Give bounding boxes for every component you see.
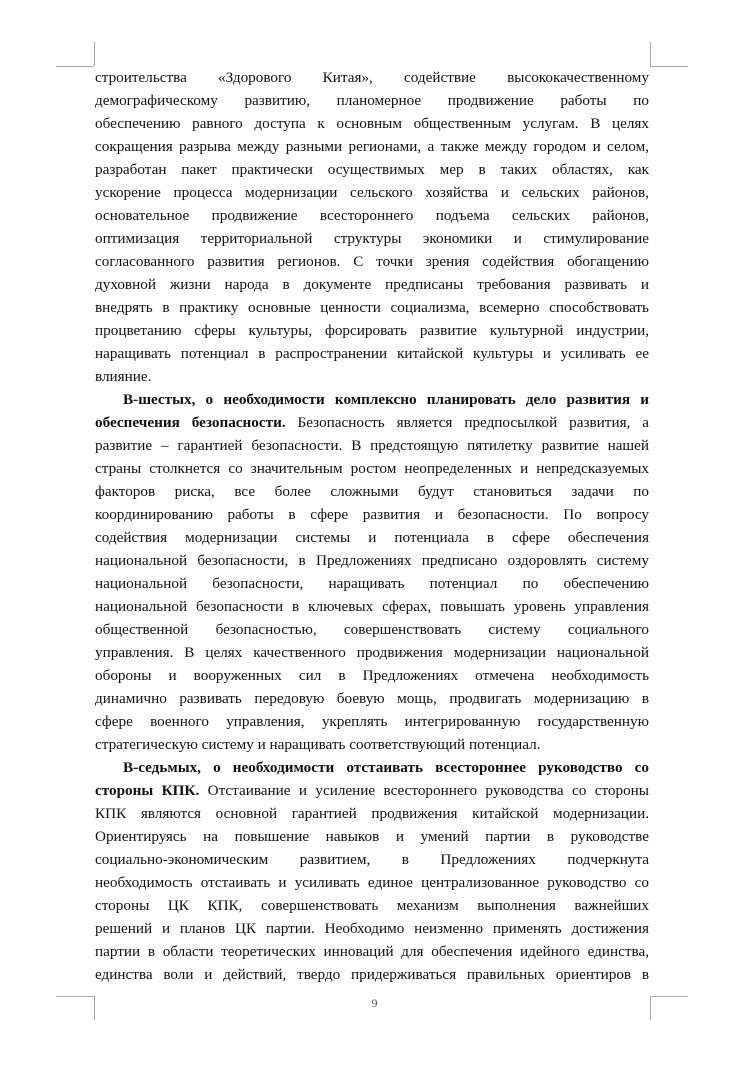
page-number: 9 [371,996,378,1010]
text-line: основательное продвижение всестороннего подъема сельских районов, [95,207,649,224]
text-fragment: Безопасность является предпосылкой развития, а [285,414,649,431]
text-line: стратегическую систему и наращивать соответствующий потенциал. [95,736,541,753]
text-line [95,779,649,802]
text-line: демографическому развитию, планомерное продвижение работы по [95,92,649,109]
text-line: оптимизация территориальной структуры экономики и стимулирование [95,230,649,247]
text-line: страны столкнется со значительным ростом неопределенных и непредсказуемых [95,460,649,477]
section-heading-seventh: В-седьмых, о необходимости отстаивать всестороннее руководство со [123,759,649,776]
text-fragment: Отстаивание и усиление всестороннего руководства со стороны [199,782,649,799]
text-line: национальной безопасности, в Предложениях предписано оздоровлять систему [95,552,649,569]
text-line: ускорение процесса модернизации сельского хозяйства и сельских районов, [95,184,649,201]
text-line: строительства «Здорового Китая», содействие высококачественному [95,69,649,86]
text-line: духовной жизни народа в документе предписаны требования развивать и [95,276,649,293]
text-line: национальной безопасности, наращивать потенциал по обеспечению [95,575,649,592]
section-heading-seventh-end: стороны КПК. [95,782,200,799]
text-line: наращивать потенциал в распространении китайской культуры и усиливать ее [95,345,649,362]
text-line: сокращения разрыва между разными регионами, а также между городом и селом, [95,138,649,155]
text-line: национальной безопасности в ключевых сферах, повышать уровень управления [95,598,649,615]
text-line: управления. В целях качественного продвижения модернизации национальной [95,644,649,661]
text-line: обеспечению равного доступа к основным общественным услугам. В целях [95,115,649,132]
text-line: содействия модернизации системы и потенциала в сфере обеспечения [95,529,649,546]
text-line: влияние. [95,368,152,385]
text-line: единства воли и действий, твердо придерживаться правильных ориентиров в [95,966,649,983]
text-line: согласованного развития регионов. С точки зрения содействия обогащению [95,253,649,270]
text-line: решений и планов ЦК партии. Необходимо неизменно применять достижения [95,920,649,937]
text-line: стороны ЦК КПК, совершенствовать механизм выполнения важнейших [95,897,649,914]
text-line: процветанию сферы культуры, форсировать развитие культурной индустрии, [95,322,649,339]
text-line: партии в области теоретических инноваций для обеспечения идейного единства, [95,943,649,960]
text-line: обороны и вооруженных сил в Предложениях отмечена необходимость [95,667,649,684]
document-body [95,66,649,986]
text-line: КПК являются основной гарантией продвижения китайской модернизации. [95,805,649,822]
text-line: факторов риска, все более сложными будут становиться задачи по [95,483,649,500]
section-heading-sixth: В-шестых, о необходимости комплексно планировать дело развития и [123,391,649,408]
text-line: внедрять в практику основные ценности социализма, всемерно способствовать [95,299,649,316]
section-heading-sixth-end: обеспечения безопасности. [95,414,286,431]
text-line: разработан пакет практически осуществимых мер в таких областях, как [95,161,649,178]
text-line: развитие – гарантией безопасности. В предстоящую пятилетку развитие нашей [95,437,649,454]
text-line: Ориентируясь на повышение навыков и умений партии в руководстве [95,828,649,845]
text-line: сфере военного управления, укреплять интегрированную государственную [95,713,649,730]
text-line: динамично развивать передовую боевую мощь, продвигать модернизацию в [95,690,649,707]
text-line: общественной безопасностью, совершенствовать систему социального [95,621,649,638]
text-line: социально-экономическим развитием, в Предложениях подчеркнута [95,851,649,868]
text-line [95,411,649,434]
text-line: необходимость отстаивать и усиливать единое централизованное руководство со [95,874,649,891]
text-line: координированию работы в сфере развития и безопасности. По вопросу [95,506,649,523]
